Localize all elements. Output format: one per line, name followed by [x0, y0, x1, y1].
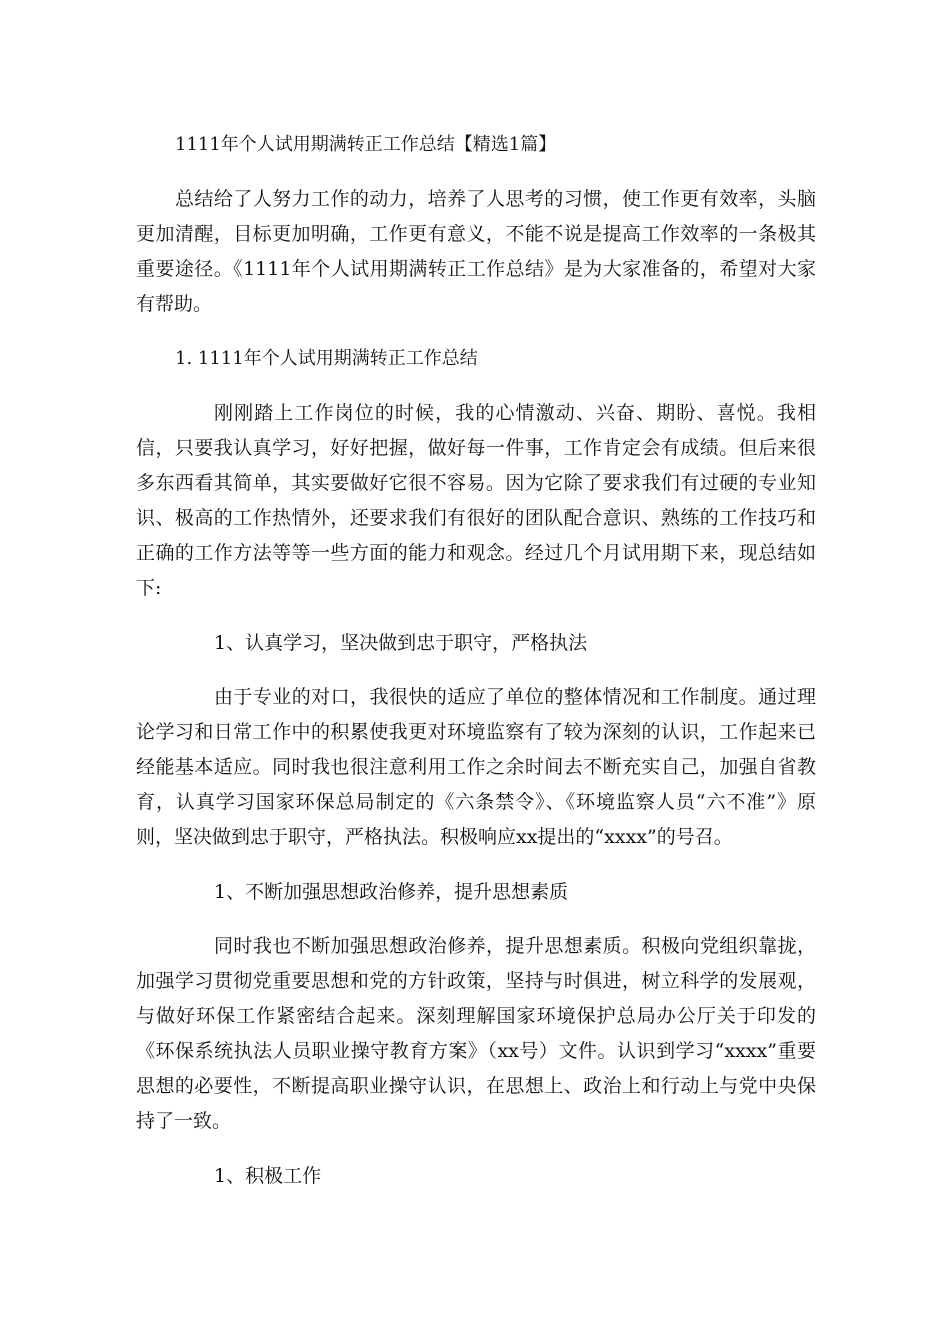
- document-title: 1111年个人试用期满转正工作总结【精选1篇】: [175, 134, 557, 155]
- subheading-active-work: 1、积极工作: [214, 1165, 322, 1187]
- intro-paragraph: 总结给了人努力工作的动力，培养了人思考的习惯，使工作更有效率，头脑更加清醒，目标更加明确，工作更有意义，不能不说是提高工作效率的一条极其重要途径。《1111年个人试用期满转正工作总结》是为大家准备的，希望对大家有帮助。: [136, 188, 816, 315]
- section-heading: 1. 1111年个人试用期满转正工作总结: [175, 348, 478, 369]
- body-paragraph-3: 同时我也不断加强思想政治修养，提升思想素质。积极向党组织靠拢，加强学习贯彻党重要思想和党的方针政策，坚持与时俱进，树立科学的发展观，与做好环保工作紧密结合起来。深刻理解国家环境保护总局办公厅关于印发的《环保系统执法人员职业操守教育方案》（xx号）文件。认识到学习“xxxx”重要思想的必要性，不断提高职业操守认识，在思想上、政治上和行动上与党中央保持了一致。: [136, 935, 816, 1132]
- body-paragraph-1: 刚刚踏上工作岗位的时候，我的心情激动、兴奋、期盼、喜悦。我相信，只要我认真学习，好好把握，做好每一件事，工作肯定会有成绩。但后来很多东西看其简单，其实要做好它很不容易。因为它除了要求我们有过硬的专业知识、极高的工作热情外，还要求我们有很好的团队配合意识、熟练的工作技巧和正确的工作方法等等一些方面的能力和观念。经过几个月试用期下来，现总结如下:: [136, 402, 816, 599]
- subheading-study: 1、认真学习，坚决做到忠于职守，严格执法: [214, 632, 588, 654]
- document-body: [136, 128, 816, 1193]
- subheading-political: 1、不断加强思想政治修养，提升思想素质: [214, 881, 569, 903]
- body-paragraph-2: 由于专业的对口，我很快的适应了单位的整体情况和工作制度。通过理论学习和日常工作中的积累使我更对环境监察有了较为深刻的认识，工作起来已经能基本适应。同时我也很注意利用工作之余时间去不断充实自己，加强自省教育，认真学习国家环保总局制定的《六条禁令》、《环境监察人员“六不准”》原则，坚决做到忠于职守，严格执法。积极响应xx提出的“xxxx”的号召。: [136, 686, 816, 848]
